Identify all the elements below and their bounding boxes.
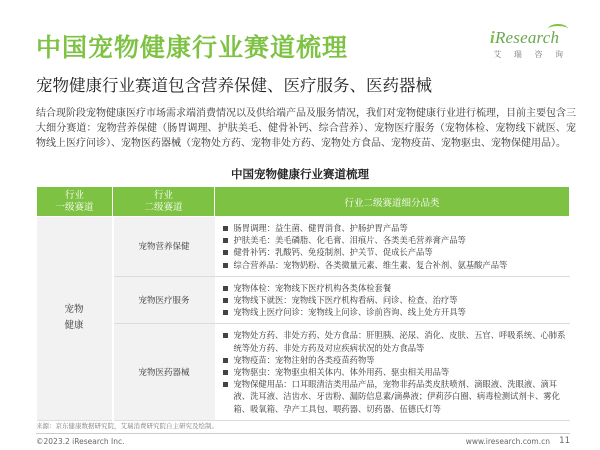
item-list [223,329,566,414]
header-level2: 行业 二级赛道 [113,187,215,217]
list-item: 宠物驱虫：宠物驱虫相关体内、体外用药、驱虫相关用品等 [223,366,566,378]
table-row [37,217,570,277]
level2-cell: 宠物医药器械 [113,324,215,420]
list-item: 护肤美毛：美毛磷脂、化毛膏、泪痕片、各类美毛营养膏产品等 [223,234,566,246]
iresearch-logo [490,28,568,62]
list-item: 宠物疫苗：宠物注射的各类疫苗药物等 [223,354,566,366]
list-item: 宠物线上医疗问诊：宠物线上问诊、诊前咨询、线上处方开具等 [223,306,566,318]
logo-brand-i: i [490,28,495,47]
list-item: 肠胃调理：益生菌、健胃消食、护肠护胃产品等 [223,222,566,234]
level2-cell: 宠物医疗服务 [113,276,215,324]
item-list [223,282,566,319]
page-title: 中国宠物健康行业赛道梳理 [36,33,349,62]
items-cell [215,324,570,420]
items-cell [215,276,570,324]
table-row [37,276,570,324]
segment-table [36,186,570,421]
level1-cell: 宠物 健康 [37,217,113,421]
items-cell [215,217,570,277]
page-subtitle: 宠物健康行业赛道包含营养保健、医疗服务、医药器械 [36,76,432,95]
logo-subtitle: 艾 瑞 咨 询 [493,50,568,59]
list-item: 宠物体检：宠物线下医疗机构各类体检套餐 [223,282,566,294]
list-item: 综合营养品：宠物奶粉、各类微量元素、维生素、复合补剂、氨基酸产品等 [223,259,566,271]
list-item: 宠物线下就医：宠物线下医疗机构看病、问诊、检查、治疗等 [223,294,566,306]
page-number: 11 [559,436,570,446]
table-row [37,324,570,420]
intro-paragraph: 结合现阶段宠物健康医疗市场需求端消费情况以及供给端产品及服务情况，我们对宠物健康行业进行梳理，目前主要包含三大细分赛道：宠物营养保健（肠胃调理、护肤美毛、健骨补钙、综合营养）、宠物医疗服务（宠物体检、宠物线下就医、宠物线上医疗问诊）、宠物医药器械（宠物处方药、宠物非处方药、宠物处方食品、宠物疫苗、宠物驱虫、宠物保健用品）。 [36,108,576,149]
header-level1: 行业 一级赛道 [37,187,113,217]
logo-arc-icon [548,24,568,34]
table-caption: 中国宠物健康行业赛道梳理 [231,167,369,181]
level2-cell: 宠物营养保健 [113,217,215,277]
website-link[interactable]: www.iresearch.com.cn [465,437,550,446]
list-item: 宠物保健用品：口耳眼清洁类用品产品，宠物非药品类皮肤喷剂、滴眼液、洗眼液、滴耳液、洗耳液、洁齿水、牙齿粉、漏防信息素/滴鼻液；伊莉莎白圈、病毒检测试剂卡、雾化箱、吸氧箱、孕产工具包、喂药器、切药器、伍德氏灯等 [223,378,566,415]
footer-divider [36,433,570,434]
header-level3: 行业二级赛道细分品类 [215,187,570,217]
logo-brand-rest: Research [494,28,560,47]
source-note: 来源：京东健康数据研究院，艾瑞消费研究院自主研究及绘制。 [36,422,218,430]
item-list [223,222,566,271]
copyright: ©2023.2 iResearch Inc. [36,437,125,446]
list-item: 宠物处方药、非处方药、处方食品：肝胆胰、泌尿、消化、皮肤、五官、呼吸系统、心肺系统等处方药、非处方药及对应疾病状况的处方食品等 [223,329,566,353]
list-item: 健骨补钙：乳酸钙、免疫制剂、护关节、促成长产品等 [223,246,566,258]
